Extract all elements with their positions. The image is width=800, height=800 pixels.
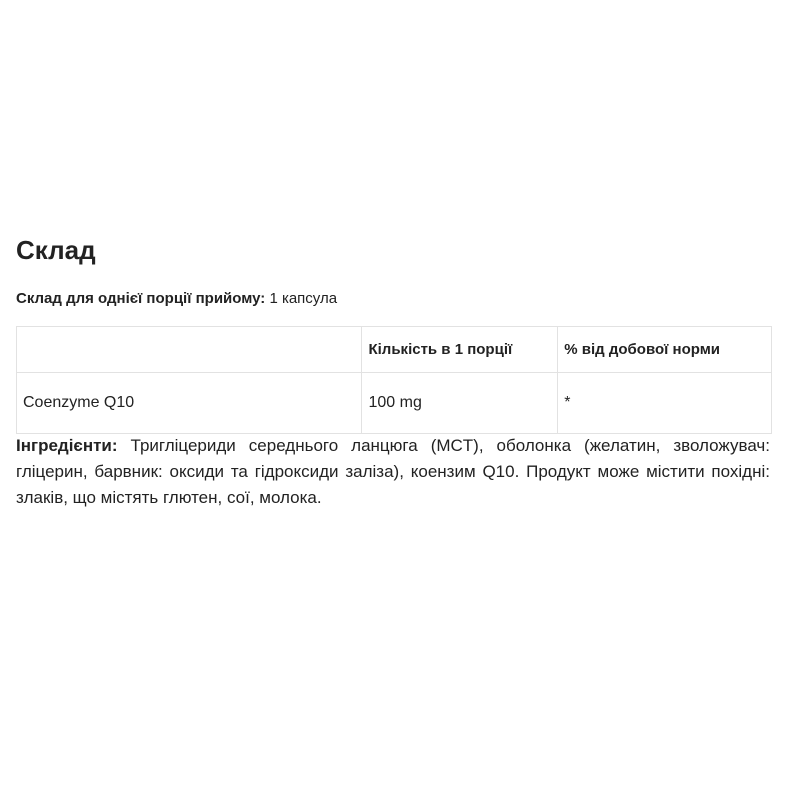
serving-size-value: 1 капсула [269,290,338,307]
ingredient-amount: 100 mg [362,373,558,434]
header-daily-value: % від добової норми [558,327,772,373]
ingredients-label: Інгредієнти: [16,436,118,455]
serving-size [16,288,337,310]
ingredients-text: Тригліцериди середнього ланцюга (MCT), оболонка (желатин, зволожувач: гліцерин, барвник: оксиди та гідроксиди заліза), коензим Q10. Продукт може містити похідні: злаків, що містять глютен, сої, молока. [16,436,770,507]
table-header-row [17,327,772,373]
ingredients-paragraph [16,433,770,511]
nutrition-table [16,326,772,434]
section-title: Склад [16,235,96,265]
ingredient-daily-value: * [558,373,772,434]
header-amount: Кількість в 1 порції [362,327,558,373]
serving-size-label: Склад для однієї порції прийому: [16,290,266,307]
ingredient-name: Coenzyme Q10 [17,373,362,434]
table-row [17,373,772,434]
header-ingredient [17,327,362,373]
